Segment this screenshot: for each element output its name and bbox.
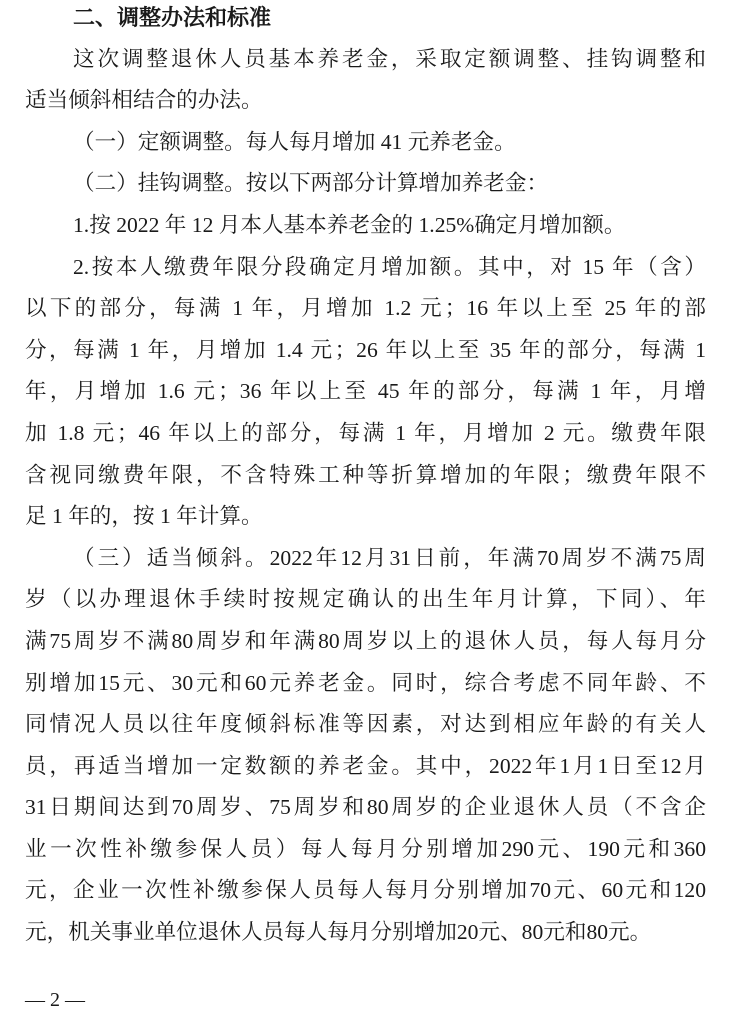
- text-line: 1.按 2022 年 12 月本人基本养老金的 1.25%确定月增加额。: [73, 212, 626, 237]
- text-line: 同情况人员以往年度倾斜标准等因素，对达到相应年龄的有关人: [25, 712, 706, 737]
- section-heading: 二、调整办法和标准: [73, 5, 272, 30]
- text-line: 加 1.8 元；46 年以上的部分，每满 1 年，月增加 2 元。缴费年限: [25, 420, 706, 445]
- text-line: 分，每满 1 年，月增加 1.4 元；26 年以上至 35 年的部分，每满 1: [25, 337, 706, 362]
- text-line: 元，企业一次性补缴参保人员每人每月分别增加70元、60元和120: [25, 878, 706, 903]
- text-line: （二）挂钩调整。按以下两部分计算增加养老金：: [73, 171, 549, 196]
- document-page: [25, 0, 706, 954]
- paragraph: [25, 538, 706, 954]
- paragraph: [25, 247, 706, 538]
- text-line: 岁（以办理退休手续时按规定确认的出生年月计算，下同）、年: [25, 587, 706, 612]
- text-line: 别增加15元、30元和60元养老金。同时，综合考虑不同年龄、不: [25, 670, 706, 695]
- text-line: 业一次性补缴参保人员）每人每月分别增加290元、190元和360: [25, 836, 706, 861]
- text-line: 员，再适当增加一定数额的养老金。其中，2022年1月1日至12月: [25, 753, 706, 778]
- text-line: 年，月增加 1.6 元；36 年以上至 45 年的部分，每满 1 年，月增: [25, 379, 706, 404]
- paragraph: [25, 39, 706, 122]
- document-body: [25, 39, 706, 954]
- text-line: （一）定额调整。每人每月增加 41 元养老金。: [73, 129, 516, 154]
- text-line: 足 1 年的，按 1 年计算。: [25, 504, 263, 529]
- paragraph: [25, 163, 706, 205]
- text-line: 2.按本人缴费年限分段确定月增加额。其中，对 15 年（含）: [73, 254, 706, 279]
- text-line: 适当倾斜相结合的办法。: [25, 88, 263, 113]
- text-line: 元，机关事业单位退休人员每人每月分别增加20元、80元和80元。: [25, 920, 652, 945]
- text-line: 以下的部分，每满 1 年，月增加 1.2 元；16 年以上至 25 年的部: [25, 296, 706, 321]
- text-line: 含视同缴费年限，不含特殊工种等折算增加的年限；缴费年限不: [25, 462, 706, 487]
- paragraph: [25, 205, 706, 247]
- text-line: 31日期间达到70周岁、75周岁和80周岁的企业退休人员（不含企: [25, 795, 706, 820]
- text-line: （三）适当倾斜。2022年12月31日前，年满70周岁不满75周: [73, 545, 706, 570]
- paragraph: [25, 122, 706, 164]
- text-line: 满75周岁不满80周岁和年满80周岁以上的退休人员，每人每月分: [25, 628, 706, 653]
- text-line: 这次调整退休人员基本养老金，采取定额调整、挂钩调整和: [73, 46, 706, 71]
- page-number: — 2 —: [25, 989, 85, 1011]
